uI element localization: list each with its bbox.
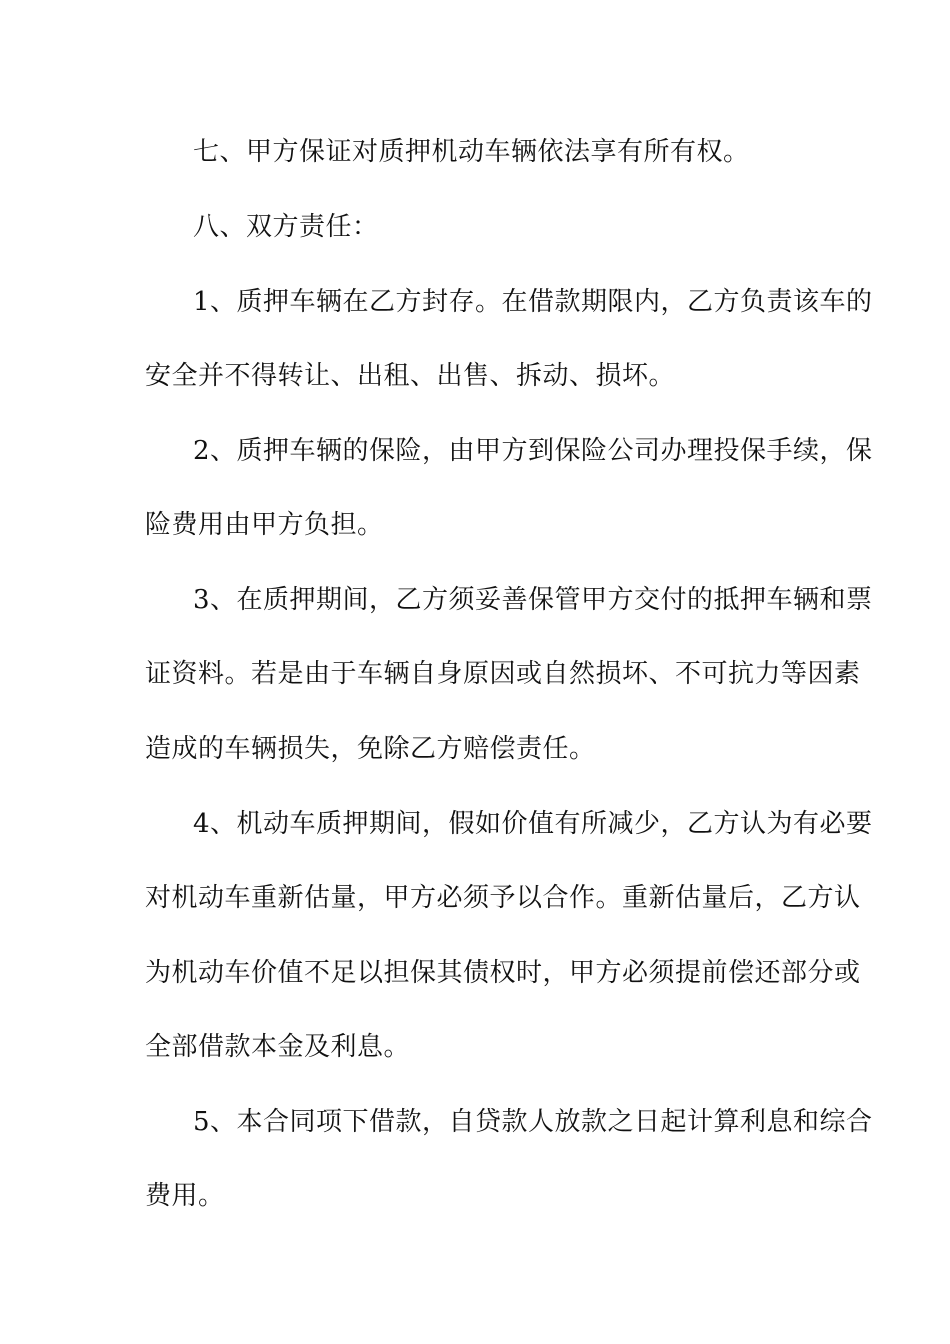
paragraph-line: 1、质押车辆在乙方封存。在借款期限内，乙方负责该车的 xyxy=(193,287,873,317)
paragraph-line: 八、双方责任： xyxy=(193,212,379,242)
paragraph-line: 安全并不得转让、出租、出售、拆动、损坏。 xyxy=(145,361,676,391)
paragraph-line: 费用。 xyxy=(145,1181,225,1211)
paragraph-line: 为机动车价值不足以担保其债权时，甲方必须提前偿还部分或 xyxy=(145,958,861,988)
paragraph-line: 造成的车辆损失，免除乙方赔偿责任。 xyxy=(145,734,596,764)
paragraph-line: 5、本合同项下借款，自贷款人放款之日起计算利息和综合 xyxy=(193,1107,873,1137)
paragraph-line: 2、质押车辆的保险，由甲方到保险公司办理投保手续，保 xyxy=(193,436,873,466)
paragraph-line: 4、机动车质押期间，假如价值有所减少，乙方认为有必要 xyxy=(193,809,873,839)
paragraph-line: 全部借款本金及利息。 xyxy=(145,1032,411,1062)
paragraph-line: 七、甲方保证对质押机动车辆依法享有所有权。 xyxy=(193,137,750,167)
paragraph-line: 3、在质押期间，乙方须妥善保管甲方交付的抵押车辆和票 xyxy=(193,585,873,615)
paragraph-line: 对机动车重新估量，甲方必须予以合作。重新估量后，乙方认 xyxy=(145,883,861,913)
paragraph-line: 证资料。若是由于车辆自身原因或自然损坏、不可抗力等因素 xyxy=(145,659,861,689)
paragraph-line: 险费用由甲方负担。 xyxy=(145,510,384,540)
